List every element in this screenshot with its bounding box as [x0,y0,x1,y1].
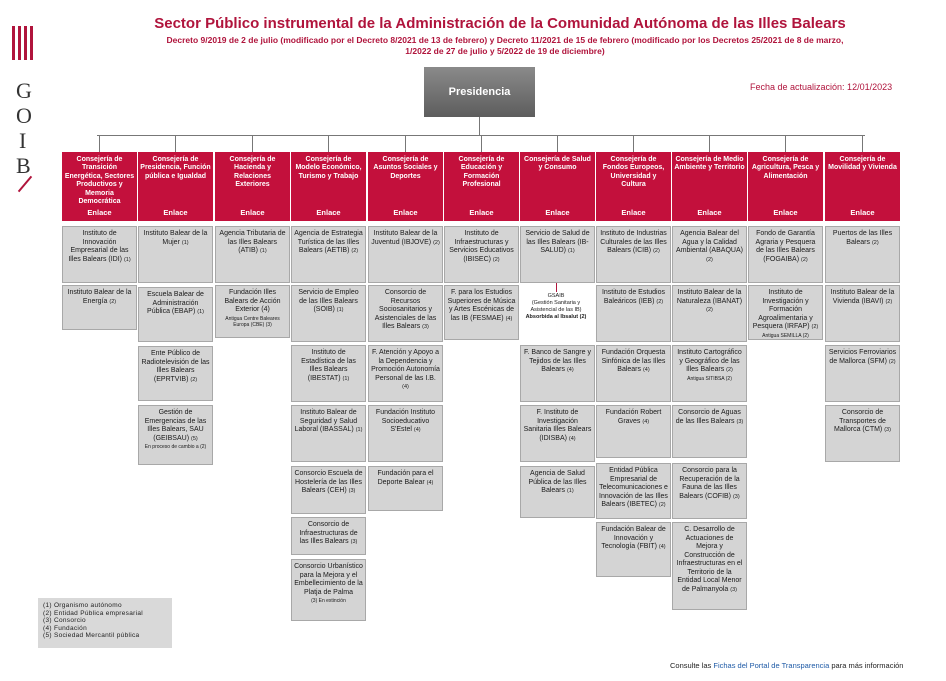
legend-item: (5) Sociedad Mercantil pública [43,632,140,639]
entity-type-code: (2) [433,239,440,246]
subtitle-line: 1/2022 de 27 de julio y 5/2022 de 19 de diciembre) [405,46,605,56]
connector-line [709,135,710,152]
entity-name: Agencia de Salud Pública de las Illes Balears [528,470,587,494]
entity-name: Fundación Robert Graves [605,409,662,425]
entity-note: En proceso de cambio a (2) [144,444,207,450]
entity-name: Servicio de Empleo de las Illes Balears (SOIB) [298,289,359,313]
enlace-label: Enlace [469,208,494,217]
consejeria-box [215,152,290,221]
enlace-label: Enlace [316,208,341,217]
entity-box [672,345,747,402]
entity-type-code: (4) [426,479,434,486]
logo-letter: B [16,153,32,178]
entity-name: Instituto Balear de la Energía [67,289,132,305]
entity-type-code: (1) [566,488,574,494]
entity-box [368,466,443,511]
entity-name: Gestión de Emergencias de las Illes Balears, SAU (GEIBSAU) [144,409,207,442]
entity-type-code: (4) [566,367,574,373]
entity-name: Instituto de Estudios Baleáricos (IEB) [601,289,666,305]
entity-box [291,517,366,555]
enlace-label: Enlace [773,208,798,217]
entity-box [291,226,366,283]
entity-box [596,405,671,458]
entity-box [825,345,900,402]
entity-type-code: (1) [342,375,350,382]
entity-type-code: (2) [706,256,713,263]
entity-name: Instituto Balear de Seguridad y Salud Laboral (IBASSAL) [294,409,358,433]
entity-box [138,405,213,465]
entity-type-code: (2) [653,248,660,254]
entity-box [291,285,366,342]
page-title: Sector Público instrumental de la Administración de la Comunidad Autónoma de las Illes Balears [154,15,846,32]
logo-letter: O [16,103,33,128]
connector-line [479,117,480,135]
consejeria-box [291,152,366,221]
entity-type-code: (3) [348,488,356,494]
entity-type-code: (2) [190,376,198,383]
entity-name: Instituto Balear de la Vivienda (IBAVI) [830,289,895,305]
consejeria-box [672,152,747,221]
logo-letter: I [19,128,28,153]
consejeria-name: Consejería de Asuntos Sociales y Deportes [373,156,438,180]
entity-type-code: (4) [568,435,576,442]
entity-type-code: (2) [658,502,666,508]
enlace-label: Enlace [621,208,646,217]
enlace-label: Enlace [697,208,722,217]
entity-box [444,285,519,340]
connector-line [99,135,100,152]
legend-item: (4) Fundación [43,624,88,632]
entity-type-code: (3) [730,586,737,593]
entity-type-code: (2) [109,298,117,305]
entity-box [291,466,366,514]
entity-box [825,405,900,462]
entity-name: Consorcio Escuela de Hostelería de las Illes Balears (CEH) [294,470,363,494]
entity-name: Consorcio para la Recuperación de la Fauna de las Illes Balears (COFIB) [679,467,740,500]
entity-name: F. Banco de Sangre y Tejidos de las Illes Balears [524,349,591,373]
entity-name: Servicios Ferroviarios de Mallorca (SFM) [828,349,897,365]
entity-name: Escuela Balear de Administración Pública (EBAP) [147,291,204,315]
entity-type-code: (3) [732,493,740,500]
entity-name: Instituto Cartográfico y Geográfico de las Illes Balears [677,349,742,373]
entity-box [62,226,137,283]
consejeria-name: Consejería de Fondos Europeos, Universidad y Cultura [602,156,665,189]
entity-type-code: (1) [197,309,204,315]
consejeria-box [748,152,823,221]
consejeria-name: Consejería de Agricultura, Pesca y Alimentación [751,156,820,180]
transparency-link[interactable]: Fichas del Portal de Transparencia [713,661,830,670]
entity-box [215,285,290,338]
entity-box [748,285,823,340]
footer-prefix: Consulte las [670,661,714,670]
connector-line [785,135,786,152]
entity-type-code: (2) [871,239,879,246]
entity-type-code: (1) [181,239,189,246]
entity-type-code: (3) [736,418,744,425]
entity-type-code: (2) [351,248,359,254]
consejeria-name: Consejería de Modelo Económico, Turismo y Trabajo [295,156,362,180]
entity-box [520,226,595,283]
presidencia-box: Presidencia [424,67,535,117]
entity-type-code: (3) [350,539,358,545]
enlace-label: Enlace [545,208,570,217]
consejeria-box [596,152,671,221]
entity-type-code: (1) [123,256,131,263]
connector-line [557,135,558,152]
page-subtitle [160,35,850,57]
entity-note: Antigua SITIBSA (2) [687,375,732,382]
entity-name: Entidad Pública Empresarial de Telecomunicaciones e Innovación de las Illes Balears (IBETEC) [599,467,668,508]
entity-box [520,345,595,402]
consejeria-name: Consejería de Salud y Consumo [524,156,591,172]
entity-name: Consorcio de Transportes de Mallorca (CTM) [834,409,886,433]
entity-box [291,345,366,402]
entity-name: Consorcio de Infraestructuras de las Illes Balears [299,521,358,545]
entity-name: F. Atención y Apoyo a la Dependencia y Promoción Autonomía Personal de las I.B. [371,349,440,382]
entity-box [672,522,747,610]
entity-name: Consorcio Urbanístico para la Mejora y el Embellecimiento de la Platja de Palma [294,563,363,596]
entity-type-code: (2) [888,358,896,365]
entity-name: Instituto Balear de la Juventud (IBJOVE) [371,230,438,246]
enlace-label: Enlace [850,208,875,217]
entity-type-code: (1) [355,427,363,433]
entity-note: Antigua Centre Baleares Europa (CBE) (3) [225,315,280,328]
entity-box [748,226,823,283]
footer-suffix: para más información [829,661,904,670]
connector-line [175,135,176,152]
entity-name: Instituto de Investigación y Formación Agroalimentaria y Pesquera (IRFAP) [752,289,813,330]
enlace-label: Enlace [393,208,418,217]
entity-type-code: (2) [885,298,893,305]
entity-box [596,522,671,577]
consejeria-box [62,152,137,221]
entity-name: Consorcio de Aguas de las Illes Balears [675,409,741,425]
entity-name: Fundación Illes Balears de Acción Exterior (4) [224,289,281,313]
entity-box [291,559,366,621]
entity-box [825,285,900,342]
entity-box [138,287,213,342]
entity-box [672,226,747,283]
entity-name: Ente Público de Radiotelevisión de las Illes Balears (EPRTVIB) [141,350,210,383]
entity-name: Consorcio de Recursos Sociosanitarios y Asistenciales de las Illes Balears [374,289,437,330]
entity-box [596,285,671,342]
entity-box [62,285,137,330]
logo-letter: G [16,78,33,103]
entity-note: (3) En extinción [311,598,346,604]
legend-item: (3) Consorcio [43,617,86,624]
entity-name: Instituto Balear de la Mujer [143,230,208,246]
gsaib-note [521,293,591,321]
entity-name: Fundación Instituto Socioeducativo S'Estel [375,409,436,433]
gsaib-name: GSAIB [547,293,565,299]
entity-box [138,346,213,401]
entity-type-code: (5) [191,435,198,442]
entity-type-code: (3) [422,324,429,330]
entity-type-code: (4) [413,427,421,433]
connector-line [481,135,482,152]
connector-line [556,283,557,292]
entity-type-code: (4) [402,384,409,390]
entity-note: Antigua SEMILLA (2) [762,332,809,339]
legend-item: (2) Entidad Pública empresarial [43,609,143,617]
entity-box [138,226,213,283]
entity-box [825,226,900,283]
entity-type-code: (2) [801,256,808,263]
connector-line [862,135,863,152]
entity-box [368,226,443,283]
consejeria-box [825,152,900,221]
entity-box [291,405,366,462]
entity-type-code: (2) [726,367,733,373]
footer [670,661,903,670]
legend-item: (1) Organismo autónomo [43,602,122,609]
gsaib-desc: (Gestión Sanitaria y Asistencial de las IB) [530,300,582,313]
entity-name: Instituto de Infraestructuras y Servicios Educativos (IBISEC) [449,230,514,263]
entity-box [672,463,747,519]
entity-box [520,405,595,462]
consejeria-box [520,152,595,221]
logo-bars-icon [12,26,38,62]
entity-type-code: (1) [567,248,575,254]
enlace-label: Enlace [240,208,265,217]
entity-name: Agencia de Estrategia Turística de las Illes Balears (AETIB) [294,230,363,254]
consejeria-name: Consejería de Presidencia, Función pública e Igualdad [140,156,211,180]
entity-name: Fundación para el Deporte Balear [377,470,434,486]
entity-type-code: (3) [884,427,891,433]
consejeria-name: Consejería de Educación y Formación Profesional [458,156,505,189]
consejeria-name: Consejería de Hacienda y Relaciones Exteriores [229,156,276,189]
entity-type-code: (1) [259,248,267,254]
entity-box [215,226,290,283]
entity-name: Puertos de las Illes Balears [832,230,893,246]
connector-line [252,135,253,152]
enlace-label: Enlace [163,208,188,217]
entity-name: Instituto de Innovación Empresarial de las Illes Balears (IDI) [68,230,129,263]
goib-logo [10,26,38,196]
entity-type-code: (4) [642,367,650,373]
entity-name: F. para los Estudios Superiores de Música y Artes Escénicas de las IB (FESMAE) [447,289,516,322]
entity-name: Instituto Balear de la Naturaleza (IBANAT) [676,289,743,305]
entity-name: Fondo de Garantía Agraria y Pesquera de las Illes Balears (FOGAIBA) [755,230,816,263]
subtitle-line: Decreto 9/2019 de 2 de julio (modificado por el Decreto 8/2021 de 13 de febrero) y Decreto 11/2021 de 15 de febrero (modificado por los Decretos 25/2021 de 8 de marzo, [166,35,844,45]
entity-type-code: (1) [336,307,344,313]
connector-line [405,135,406,152]
entity-box [368,285,443,342]
entity-box [596,226,671,283]
entity-box [596,463,671,519]
entity-name: F. Instituto de Investigación Sanitaria Illes Balears (IDISBA) [523,409,592,442]
connector-line [328,135,329,152]
connector-line [633,135,634,152]
entity-type-code: (4) [505,315,513,322]
update-date: Fecha de actualización: 12/01/2023 [750,82,893,92]
gsaib-status: Absorbida al Ibsalut (2) [525,314,587,320]
consejeria-box [444,152,519,221]
entity-type-code: (2) [706,307,713,313]
entity-box [672,285,747,342]
entity-type-code: (2) [811,324,819,330]
entity-name: Servicio de Salud de las Illes Balears (IB-SALUD) [525,230,590,254]
entity-name: C. Desarrollo de Actuaciones de Mejora y Construcción de Infraestructuras en el Territorio de la Entidad Local Menor de Palmanyola [676,526,743,593]
consejeria-box [368,152,443,221]
entity-name: Agencia Tributaria de las Illes Balears (ATIB) [219,230,286,254]
entity-name: Instituto de Industrias Culturales de las Illes Balears (ICIB) [600,230,667,254]
consejeria-box [138,152,213,221]
entity-type-code: (2) [492,256,500,263]
consejeria-name: Consejería de Movilidad y Vivienda [828,156,897,172]
entity-type-code: (2) [656,298,664,305]
entity-name: Fundación Orquesta Sinfónica de las Illes Balears [601,349,666,373]
entity-box [672,405,747,458]
entity-box [596,345,671,402]
consejeria-name: Consejería de Medio Ambiente y Territorio [674,156,745,172]
entity-type-code: (4) [658,544,666,550]
entity-name: Instituto de Estadística de las Illes Balears (IBESTAT) [301,349,356,382]
entity-name: Fundación Balear de Innovación y Tecnología (FBIT) [601,526,666,550]
entity-box [368,345,443,402]
entity-type-code: (4) [642,418,650,425]
entity-box [368,405,443,462]
legend [38,598,172,648]
entity-box [520,466,595,518]
consejeria-name: Consejería de Transición Energética, Sectores Productivos y Memoria Democrática [64,156,135,206]
enlace-label: Enlace [87,208,112,217]
entity-box [444,226,519,283]
entity-name: Agencia Balear del Agua y la Calidad Ambiental (ABAQUA) [676,230,743,254]
